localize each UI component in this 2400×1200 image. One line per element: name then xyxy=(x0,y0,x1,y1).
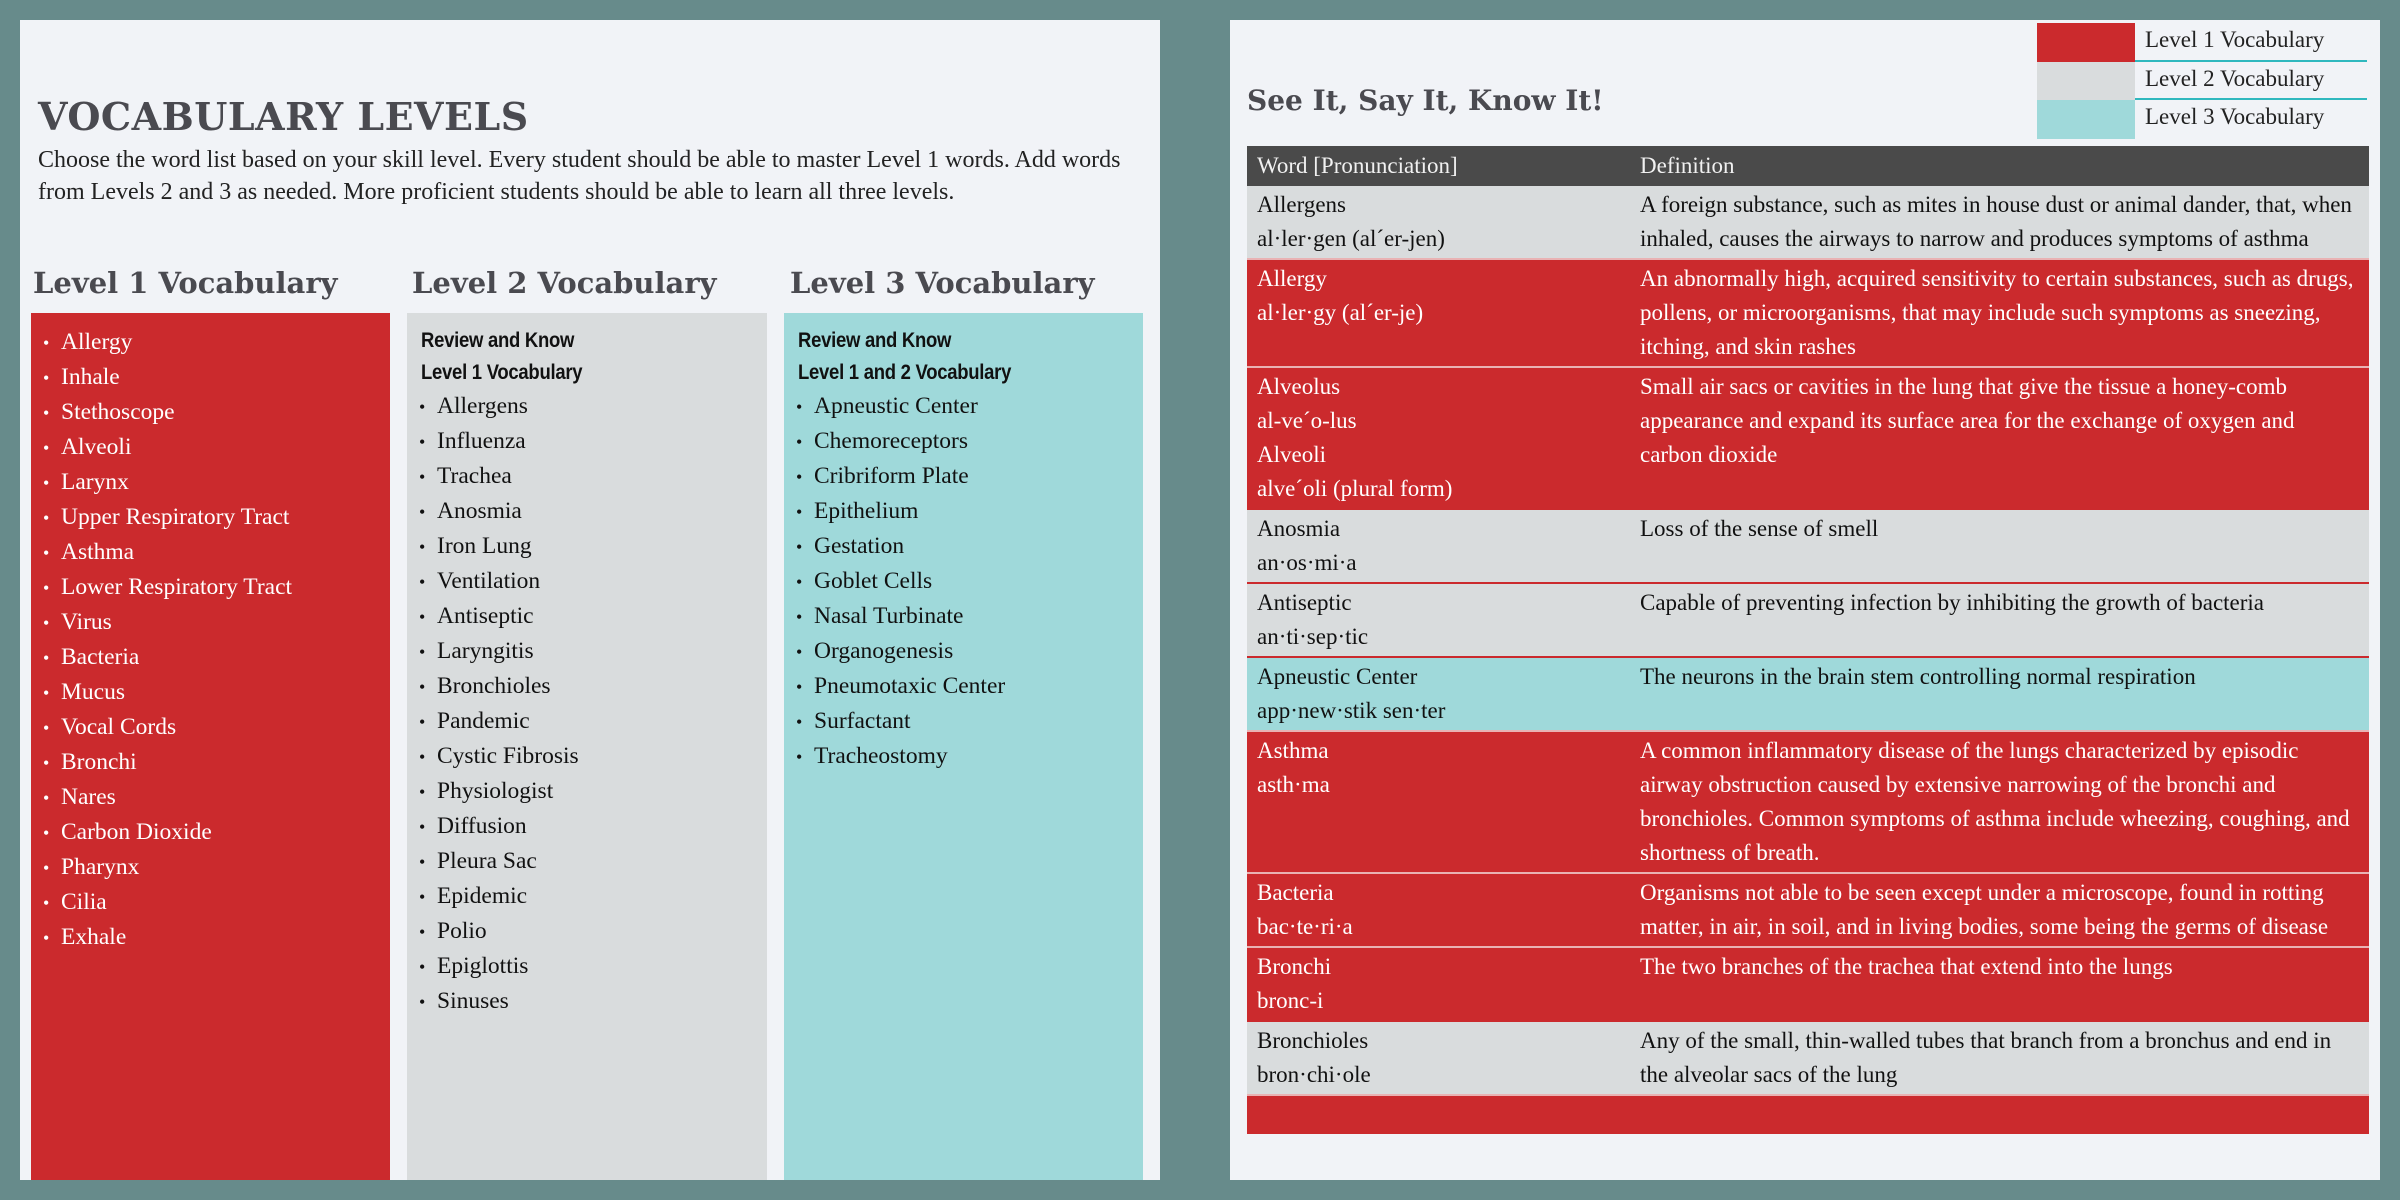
bullet-icon: • xyxy=(419,957,426,977)
pronunciation: al·ler·gy (al´er-je) xyxy=(1257,300,1424,325)
word-list-item xyxy=(41,605,380,640)
word-text: Bacteria xyxy=(61,644,140,670)
bullet-icon: • xyxy=(796,712,803,732)
word-text: Polio xyxy=(437,918,487,944)
level-1-word-list xyxy=(41,325,380,955)
legend-item-level-3 xyxy=(2037,100,2367,139)
level-2-column xyxy=(407,313,767,1180)
bullet-icon: • xyxy=(43,473,50,493)
word-list-item xyxy=(41,640,380,675)
definition-cell: A common inflammatory disease of the lungs characterized by episodic airway obstruction caused by extensive narrowing of the bronchi and bronchioles. Common symptoms of asthma include wheezing, coughing, and shortness of breath. xyxy=(1630,731,2369,873)
word-list-item xyxy=(417,704,757,739)
word-text: Tracheostomy xyxy=(814,743,948,769)
table-row xyxy=(1247,509,2369,583)
definition-cell: The two branches of the trachea that extend into the lungs xyxy=(1630,947,2369,1021)
term: Anosmia xyxy=(1257,516,1341,541)
word-text: Pandemic xyxy=(437,708,530,734)
word-list-item xyxy=(417,879,757,914)
word-cell xyxy=(1247,259,1630,367)
bullet-icon: • xyxy=(43,718,50,738)
bullet-icon: • xyxy=(419,817,426,837)
word-list-item xyxy=(794,704,1133,739)
term: Bacteria xyxy=(1257,880,1334,905)
word-list-item xyxy=(794,669,1133,704)
definition-cell: Small air sacs or cavities in the lung that give the tissue a honey-comb appearance and expand its surface area for the exchange of oxygen and carbon dioxide xyxy=(1630,367,2369,509)
bullet-icon: • xyxy=(419,642,426,662)
table-row xyxy=(1247,186,2369,259)
word-text: Trachea xyxy=(437,463,512,489)
bullet-icon: • xyxy=(43,508,50,528)
word-text: Surfactant xyxy=(814,708,911,734)
bullet-icon: • xyxy=(796,467,803,487)
word-list-item xyxy=(417,634,757,669)
word-text: Virus xyxy=(61,609,112,635)
legend-swatch-red xyxy=(2037,23,2135,62)
definition-cell: Capable of preventing infection by inhibiting the growth of bacteria xyxy=(1630,583,2369,657)
word-list-item xyxy=(41,675,380,710)
term: Bronchi xyxy=(1257,954,1332,979)
table-row xyxy=(1247,731,2369,873)
table-row xyxy=(1247,1021,2369,1095)
word-list-item xyxy=(794,494,1133,529)
bullet-icon: • xyxy=(43,858,50,878)
word-list-item xyxy=(41,360,380,395)
word-cell xyxy=(1247,1095,1630,1134)
bullet-icon: • xyxy=(419,747,426,767)
pronunciation: an·os·mi·a xyxy=(1257,550,1357,575)
term: Alveolus xyxy=(1257,374,1341,399)
bullet-icon: • xyxy=(796,677,803,697)
term: Antiseptic xyxy=(1257,590,1352,615)
bullet-icon: • xyxy=(796,642,803,662)
bullet-icon: • xyxy=(43,438,50,458)
word-text: Anosmia xyxy=(437,498,522,524)
bullet-icon: • xyxy=(43,928,50,948)
table-row xyxy=(1247,657,2369,731)
term: Bronchioles xyxy=(1257,1028,1369,1053)
word-text: Apneustic Center xyxy=(814,393,978,419)
word-text: Laryngitis xyxy=(437,638,534,664)
word-list-item xyxy=(41,570,380,605)
bullet-icon: • xyxy=(419,712,426,732)
bullet-icon: • xyxy=(43,543,50,563)
word-list-item xyxy=(794,424,1133,459)
word-text: Influenza xyxy=(437,428,526,454)
word-text: Bronchi xyxy=(61,749,137,775)
word-list-item xyxy=(794,389,1133,424)
definition-cell: Loss of the sense of smell xyxy=(1630,509,2369,583)
word-cell xyxy=(1247,947,1630,1021)
word-text: Epiglottis xyxy=(437,953,529,979)
level-2-word-list xyxy=(417,389,757,1019)
bullet-icon: • xyxy=(419,852,426,872)
word-list-item xyxy=(41,780,380,815)
pronunciation: bron·chi·ole xyxy=(1257,1062,1371,1087)
word-list-item xyxy=(417,809,757,844)
definition-cell xyxy=(1630,1095,2369,1134)
bullet-icon: • xyxy=(419,677,426,697)
vocabulary-table xyxy=(1247,146,2369,1134)
table-header-row xyxy=(1247,146,2369,186)
bullet-icon: • xyxy=(796,747,803,767)
definition-cell: The neurons in the brain stem controlling normal respiration xyxy=(1630,657,2369,731)
term: Allergy xyxy=(1257,266,1327,291)
word-list-item xyxy=(417,529,757,564)
legend-swatch-teal xyxy=(2037,100,2135,139)
bullet-icon: • xyxy=(419,467,426,487)
word-text: Antiseptic xyxy=(437,603,534,629)
word-list-item xyxy=(794,739,1133,774)
bullet-icon: • xyxy=(419,502,426,522)
bullet-icon: • xyxy=(419,992,426,1012)
word-list-item xyxy=(417,389,757,424)
legend-label: Level 3 Vocabulary xyxy=(2145,104,2325,129)
vocabulary-table-body xyxy=(1247,186,2369,1134)
column-header-definition: Definition xyxy=(1630,146,2369,186)
word-text: Alveoli xyxy=(61,434,132,460)
term: Asthma xyxy=(1257,738,1329,763)
word-text: Diffusion xyxy=(437,813,527,839)
legend-label: Level 1 Vocabulary xyxy=(2145,27,2325,52)
bullet-icon: • xyxy=(796,397,803,417)
bullet-icon: • xyxy=(796,537,803,557)
bullet-icon: • xyxy=(43,403,50,423)
definition-cell: Any of the small, thin-walled tubes that branch from a bronchus and end in the alveolar sacs of the lung xyxy=(1630,1021,2369,1095)
word-list-item xyxy=(417,949,757,984)
level-3-heading: Level 3 Vocabulary xyxy=(790,266,1095,300)
bullet-icon: • xyxy=(43,683,50,703)
word-list-item xyxy=(417,564,757,599)
word-list-item xyxy=(794,529,1133,564)
bullet-icon: • xyxy=(419,572,426,592)
word-list-item xyxy=(794,599,1133,634)
word-text: Epithelium xyxy=(814,498,919,524)
word-cell xyxy=(1247,367,1630,509)
word-list-item xyxy=(417,774,757,809)
bullet-icon: • xyxy=(419,887,426,907)
word-list-item xyxy=(794,564,1133,599)
bullet-icon: • xyxy=(796,432,803,452)
word-cell xyxy=(1247,1021,1630,1095)
word-text: Allergy xyxy=(61,329,133,355)
bullet-icon: • xyxy=(796,502,803,522)
word-text: Pharynx xyxy=(61,854,140,880)
level-1-column xyxy=(31,313,390,1180)
word-text: Upper Respiratory Tract xyxy=(61,504,290,530)
bullet-icon: • xyxy=(43,368,50,388)
word-text: Allergens xyxy=(437,393,528,419)
word-text: Vocal Cords xyxy=(61,714,177,740)
bullet-icon: • xyxy=(43,613,50,633)
word-text: Physiologist xyxy=(437,778,554,804)
vocabulary-levels-panel xyxy=(20,20,1160,1180)
word-text: Iron Lung xyxy=(437,533,532,559)
bullet-icon: • xyxy=(419,607,426,627)
table-row xyxy=(1247,947,2369,1021)
review-note-line-1: Review and Know xyxy=(421,329,575,352)
level-3-column xyxy=(784,313,1143,1180)
word-list-item xyxy=(417,494,757,529)
review-note-line-1: Review and Know xyxy=(798,329,952,352)
word-text: Chemoreceptors xyxy=(814,428,969,454)
word-text: Mucus xyxy=(61,679,125,705)
pronunciation: al-ve´o-lus xyxy=(1257,408,1357,433)
see-say-know-panel xyxy=(1230,20,2380,1180)
bullet-icon: • xyxy=(419,397,426,417)
word-cell xyxy=(1247,873,1630,947)
word-list-item xyxy=(41,850,380,885)
word-list-item xyxy=(41,430,380,465)
word-list-item xyxy=(417,984,757,1019)
word-text: Organogenesis xyxy=(814,638,954,664)
level-1-heading: Level 1 Vocabulary xyxy=(33,266,338,300)
word-text: Stethoscope xyxy=(61,399,175,425)
word-list-item xyxy=(41,745,380,780)
word-text: Nasal Turbinate xyxy=(814,603,964,629)
level-legend xyxy=(2037,23,2367,139)
bullet-icon: • xyxy=(419,922,426,942)
word-cell xyxy=(1247,186,1630,259)
bullet-icon: • xyxy=(43,648,50,668)
word-text: Lower Respiratory Tract xyxy=(61,574,293,600)
word-list-item xyxy=(41,885,380,920)
word-list-item xyxy=(417,914,757,949)
pronunciation: bac·te·ri·a xyxy=(1257,914,1353,939)
bullet-icon: • xyxy=(796,607,803,627)
pronunciation: bronc-i xyxy=(1257,988,1324,1013)
word-text: Sinuses xyxy=(437,988,509,1014)
table-row xyxy=(1247,259,2369,367)
word-text: Carbon Dioxide xyxy=(61,819,212,845)
table-row xyxy=(1247,367,2369,509)
word-list-item xyxy=(417,844,757,879)
section-title: See It, Say It, Know It! xyxy=(1247,84,1604,117)
word-list-item xyxy=(41,815,380,850)
word-text: Pneumotaxic Center xyxy=(814,673,1006,699)
table-row xyxy=(1247,1095,2369,1134)
pronunciation: app·new·stik sen·ter xyxy=(1257,698,1446,723)
term: Apneustic Center xyxy=(1257,664,1418,689)
bullet-icon: • xyxy=(419,537,426,557)
word-list-item xyxy=(417,459,757,494)
word-cell xyxy=(1247,583,1630,657)
pronunciation: alve´oli (plural form) xyxy=(1257,476,1453,501)
pronunciation: asth·ma xyxy=(1257,772,1330,797)
word-list-item xyxy=(417,424,757,459)
review-note-line-2: Level 1 and 2 Vocabulary xyxy=(798,361,1012,384)
definition-cell: A foreign substance, such as mites in house dust or animal dander, that, when inhaled, causes the airways to narrow and produces symptoms of asthma xyxy=(1630,186,2369,259)
word-text: Cystic Fibrosis xyxy=(437,743,579,769)
legend-item-level-1 xyxy=(2037,23,2367,62)
word-text: Nares xyxy=(61,784,116,810)
word-list-item xyxy=(41,465,380,500)
word-text: Inhale xyxy=(61,364,120,390)
bullet-icon: • xyxy=(43,333,50,353)
word-text: Larynx xyxy=(61,469,129,495)
word-list-item xyxy=(41,535,380,570)
definition-cell: Organisms not able to be seen except under a microscope, found in rotting matter, in air, in soil, and in living bodies, some being the germs of disease xyxy=(1630,873,2369,947)
word-text: Gestation xyxy=(814,533,905,559)
word-text: Cilia xyxy=(61,889,107,915)
bullet-icon: • xyxy=(796,572,803,592)
word-list-item xyxy=(41,500,380,535)
review-note-line-2: Level 1 Vocabulary xyxy=(421,361,583,384)
bullet-icon: • xyxy=(43,578,50,598)
bullet-icon: • xyxy=(43,788,50,808)
pronunciation: an·ti·sep·tic xyxy=(1257,624,1369,649)
word-list-item xyxy=(794,634,1133,669)
table-row xyxy=(1247,583,2369,657)
legend-swatch-gray xyxy=(2037,62,2135,101)
word-list-item xyxy=(417,669,757,704)
word-cell xyxy=(1247,657,1630,731)
word-text: Asthma xyxy=(61,539,135,565)
word-list-item xyxy=(794,459,1133,494)
legend-item-level-2 xyxy=(2037,62,2367,101)
bullet-icon: • xyxy=(419,782,426,802)
term: Alveoli xyxy=(1257,442,1326,467)
word-text: Bronchioles xyxy=(437,673,551,699)
pronunciation: al·ler·gen (al´er-jen) xyxy=(1257,226,1445,251)
table-row xyxy=(1247,873,2369,947)
word-cell xyxy=(1247,731,1630,873)
legend-label: Level 2 Vocabulary xyxy=(2145,65,2325,91)
word-list-item xyxy=(417,599,757,634)
word-text: Ventilation xyxy=(437,568,541,594)
bullet-icon: • xyxy=(43,753,50,773)
term: Allergens xyxy=(1257,192,1347,217)
word-text: Goblet Cells xyxy=(814,568,933,594)
bullet-icon: • xyxy=(43,893,50,913)
word-list-item xyxy=(41,395,380,430)
bullet-icon: • xyxy=(43,823,50,843)
word-list-item xyxy=(41,325,380,360)
word-list-item xyxy=(41,920,380,955)
bullet-icon: • xyxy=(419,432,426,452)
level-2-heading: Level 2 Vocabulary xyxy=(412,266,717,300)
word-text: Epidemic xyxy=(437,883,528,909)
intro-paragraph: Choose the word list based on your skill level. Every student should be able to master Level 1 words. Add words from Levels 2 and 3 as needed. More proficient students should be able to learn all three levels. xyxy=(38,147,1121,205)
page-title: VOCABULARY LEVELS xyxy=(38,94,529,139)
word-list-item xyxy=(41,710,380,745)
level-3-word-list xyxy=(794,389,1133,774)
word-text: Cribriform Plate xyxy=(814,463,969,489)
word-text: Exhale xyxy=(61,924,127,950)
word-cell xyxy=(1247,509,1630,583)
word-text: Pleura Sac xyxy=(437,848,537,874)
word-list-item xyxy=(417,739,757,774)
definition-cell: An abnormally high, acquired sensitivity to certain substances, such as drugs, pollens, or microorganisms, that may include such symptoms as sneezing, itching, and skin rashes xyxy=(1630,259,2369,367)
column-header-word: Word [Pronunciation] xyxy=(1247,146,1630,186)
